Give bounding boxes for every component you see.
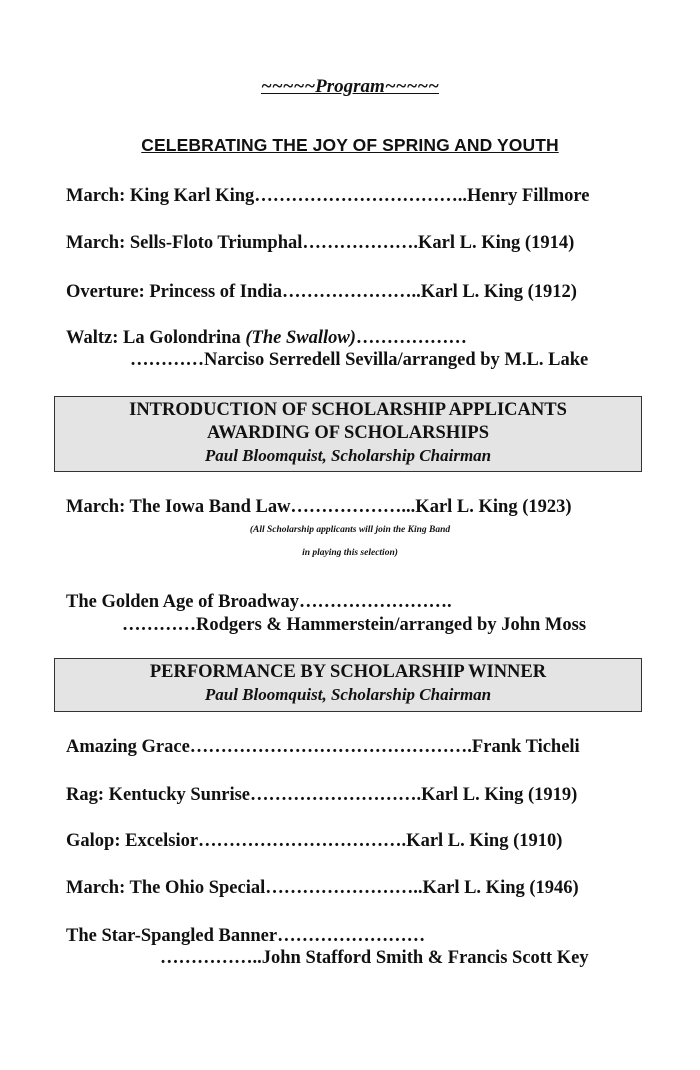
entry-title: Waltz: La Golondrina: [66, 328, 246, 348]
program-entry-anthem-composers: ……………..John Stafford Smith & Francis Scott Key: [160, 948, 589, 968]
iowa-note-line-2: in playing this selection): [302, 548, 398, 558]
box-line: PERFORMANCE BY SCHOLARSHIP WINNER: [149, 662, 547, 682]
scholarship-applicants-box: [54, 396, 642, 472]
program-entry-king-karl-king: March: King Karl King……………………………..Henry Fillmore: [66, 186, 590, 206]
program-subtitle: CELEBRATING THE JOY OF SPRING AND YOUTH: [141, 135, 559, 155]
program-entry-iowa-band-law: March: The Iowa Band Law………………...Karl L. King (1923): [66, 497, 572, 517]
program-header: ~~~~~Program~~~~~: [261, 76, 439, 97]
program-entry-amazing-grace: Amazing Grace……………………………………….Frank Ticheli: [66, 737, 580, 757]
program-entry-golden-age-broadway: The Golden Age of Broadway…………………….: [66, 592, 452, 612]
entry-dots: ………………: [355, 328, 467, 348]
program-entry-star-spangled-banner: The Star-Spangled Banner……………………: [66, 926, 426, 946]
program-entry-princess-of-india: Overture: Princess of India…………………..Karl L. King (1912): [66, 282, 577, 302]
program-entry-sells-floto: March: Sells-Floto Triumphal……………….Karl L. King (1914): [66, 233, 575, 253]
box-line: AWARDING OF SCHOLARSHIPS: [207, 423, 489, 443]
box-line: INTRODUCTION OF SCHOLARSHIP APPLICANTS: [129, 400, 567, 420]
program-entry-broadway-composer: …………Rodgers & Hammerstein/arranged by John Moss: [122, 615, 587, 635]
program-entry-kentucky-sunrise: Rag: Kentucky Sunrise……………………….Karl L. King (1919): [66, 785, 578, 805]
program-entry-excelsior: Galop: Excelsior…………………………….Karl L. King (1910): [66, 831, 563, 851]
program-entry-la-golondrina-composer: …………Narciso Serredell Sevilla/arranged by M.L. Lake: [130, 350, 589, 370]
box-line: Paul Bloomquist, Scholarship Chairman: [204, 685, 492, 704]
program-entry-ohio-special: March: The Ohio Special……………………..Karl L. King (1946): [66, 878, 579, 898]
box-line: Paul Bloomquist, Scholarship Chairman: [204, 446, 492, 465]
program-entry-la-golondrina: [66, 326, 467, 350]
scholarship-winner-box: [54, 658, 642, 712]
iowa-note-line-1: (All Scholarship applicants will join the King Band: [249, 525, 451, 535]
entry-title-italic: (The Swallow): [245, 328, 356, 348]
